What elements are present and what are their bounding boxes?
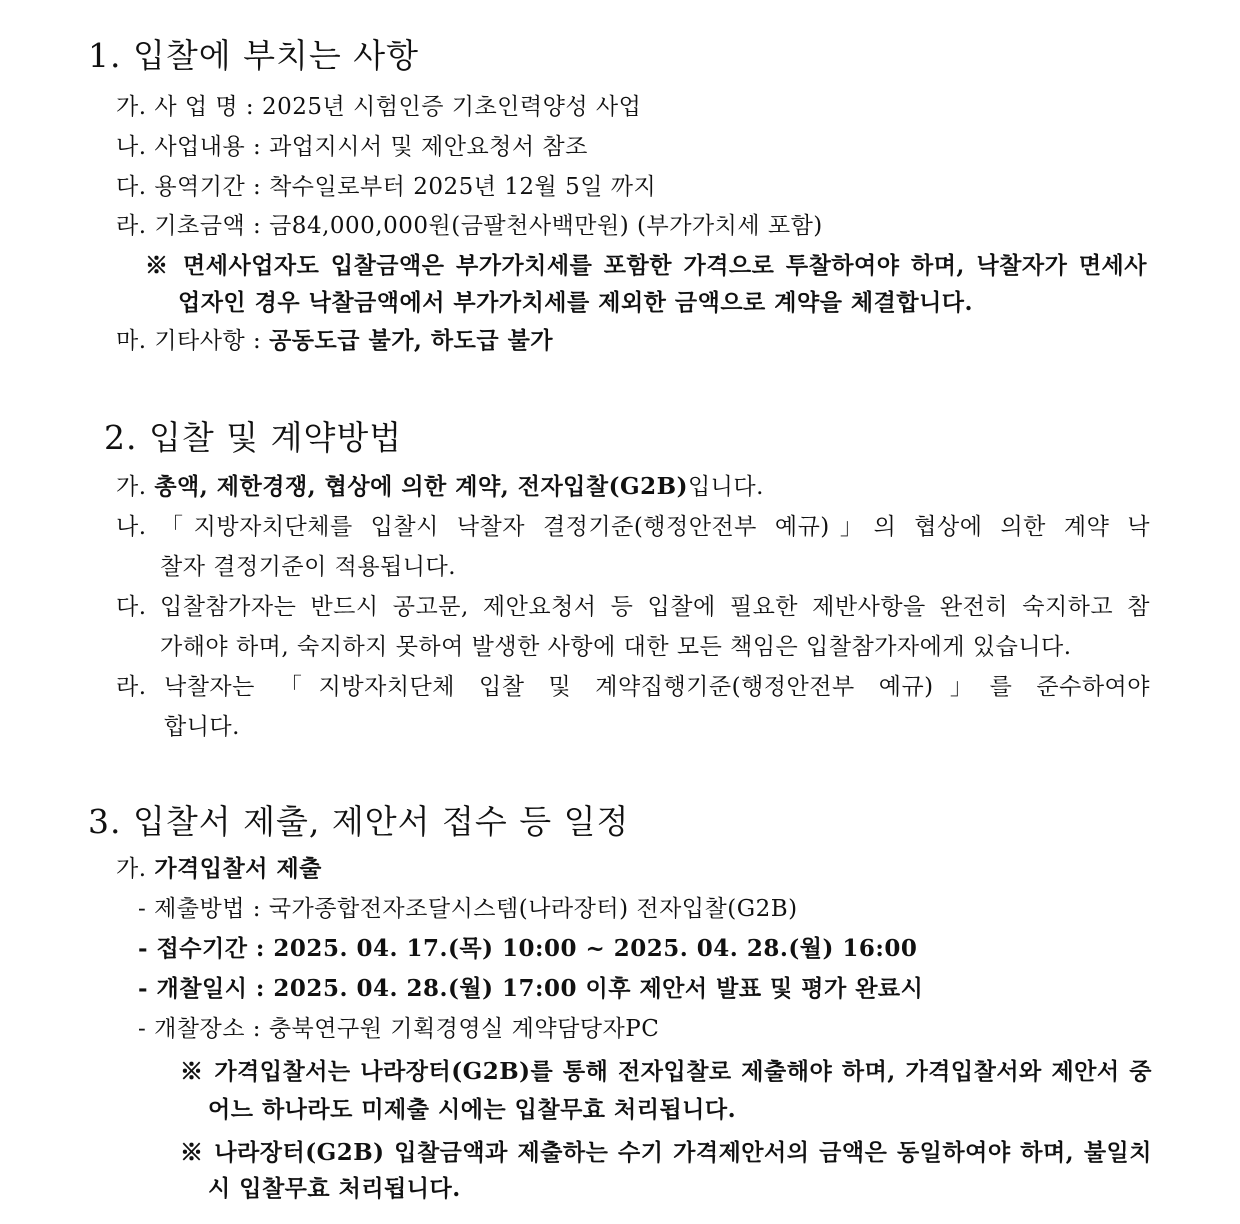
section1-item-ra	[116, 207, 823, 240]
section2-item-ra-line1	[164, 668, 1150, 701]
item-marker: 마.	[116, 328, 147, 354]
section1-heading: 1. 입찰에 부치는 사항	[88, 36, 419, 75]
section3-note1-line2: 어느 하나라도 미제출 시에는 입찰무효 처리됩니다.	[208, 1096, 737, 1123]
item-value: 착수일로부터 2025년 12월 5일 까지	[269, 174, 657, 200]
section2-item-na-marker: 나.	[116, 514, 147, 540]
item-label: 사 업 명 :	[154, 94, 255, 120]
section3-sub-period: - 접수기간 : 2025. 04. 17.(목) 10:00 ~ 2025. 04. 28.(월) 16:00	[138, 935, 918, 962]
section3-sub-place: - 개찰장소 : 충북연구원 기획경영실 계약담당자PC	[138, 1016, 660, 1042]
section1-item-ma	[116, 322, 553, 355]
section2-item-ra-line2: 합니다.	[164, 714, 240, 740]
item-value: 과업지시서 및 제안요청서 참조	[269, 134, 588, 160]
section2-item-ra-marker: 라.	[116, 674, 147, 700]
section2-item-na-line1	[160, 508, 1150, 541]
section2-item-ga	[116, 468, 764, 501]
item-label: 기타사항 :	[154, 328, 262, 354]
contract-method-rest: 입니다.	[687, 474, 764, 500]
section2-heading: 2. 입찰 및 계약방법	[104, 418, 403, 457]
item-text: 입찰참가자는 반드시 공고문, 제안요청서 등 입찰에 필요한 제반사항을 완전히 숙지하고 참	[160, 594, 1150, 620]
section2-item-da-line2: 가해야 하며, 숙지하지 못하여 발생한 사항에 대한 모든 책임은 입찰참가자에게 있습니다.	[160, 634, 1072, 660]
item-value: 금84,000,000원(금팔천사백만원) (부가가치세 포함)	[269, 213, 823, 239]
section2-item-da-line1	[160, 588, 1150, 621]
section3-note2-line1	[180, 1134, 1152, 1167]
item-marker: 다.	[116, 174, 147, 200]
section1-item-ga	[116, 88, 641, 121]
item-value: 공동도급 불가, 하도급 불가	[269, 327, 554, 354]
section1-note-line1	[145, 247, 1147, 280]
item-marker: 라.	[116, 213, 147, 239]
section3-note1-line1	[180, 1053, 1152, 1086]
item-value: 2025년 시험인증 기초인력양성 사업	[262, 94, 642, 120]
item-text: 낙찰자는 「지방자치단체 입찰 및 계약집행기준(행정안전부 예규)」를 준수하여야	[164, 674, 1150, 700]
item-label: 사업내용 :	[154, 134, 262, 160]
section1-note-line2: 업자인 경우 낙찰금액에서 부가가치세를 제외한 금액으로 계약을 체결합니다.	[178, 289, 974, 316]
section3-sub-method: - 제출방법 : 국가종합전자조달시스템(나라장터) 전자입찰(G2B)	[138, 896, 798, 922]
section3-sub-opening: - 개찰일시 : 2025. 04. 28.(월) 17:00 이후 제안서 발표 및 평가 완료시	[138, 975, 924, 1002]
section1-item-da	[116, 168, 656, 201]
item-marker: 나.	[116, 134, 147, 160]
item-label: 기초금액 :	[154, 213, 262, 239]
note-text: ※ 가격입찰서는 나라장터(G2B)를 통해 전자입찰로 제출해야 하며, 가격입찰서와 제안서 중	[180, 1058, 1152, 1085]
item-title: 가격입찰서 제출	[154, 855, 322, 882]
item-label: 용역기간 :	[154, 174, 262, 200]
section3-heading: 3. 입찰서 제출, 제안서 접수 등 일정	[88, 802, 630, 841]
section1-item-na	[116, 128, 588, 161]
item-marker: 가.	[116, 856, 147, 882]
item-marker: 가.	[116, 474, 147, 500]
section2-item-na-line2: 찰자 결정기준이 적용됩니다.	[160, 554, 457, 580]
item-text: 「지방자치단체를 입찰시 낙찰자 결정기준(행정안전부 예규)」의 협상에 의한 계약 낙	[160, 514, 1150, 540]
note-text: ※ 나라장터(G2B) 입찰금액과 제출하는 수기 가격제안서의 금액은 동일하여야 하며, 불일치	[180, 1139, 1152, 1166]
contract-method-bold: 총액, 제한경쟁, 협상에 의한 계약, 전자입찰(G2B)	[154, 473, 688, 500]
section2-item-da-marker: 다.	[116, 594, 147, 620]
item-marker: 가.	[116, 94, 147, 120]
section3-item-ga	[116, 850, 322, 883]
note-text: ※ 면세사업자도 입찰금액은 부가가치세를 포함한 가격으로 투찰하여야 하며, 낙찰자가 면세사	[145, 252, 1147, 279]
section3-note2-line2: 시 입찰무효 처리됩니다.	[208, 1175, 461, 1202]
